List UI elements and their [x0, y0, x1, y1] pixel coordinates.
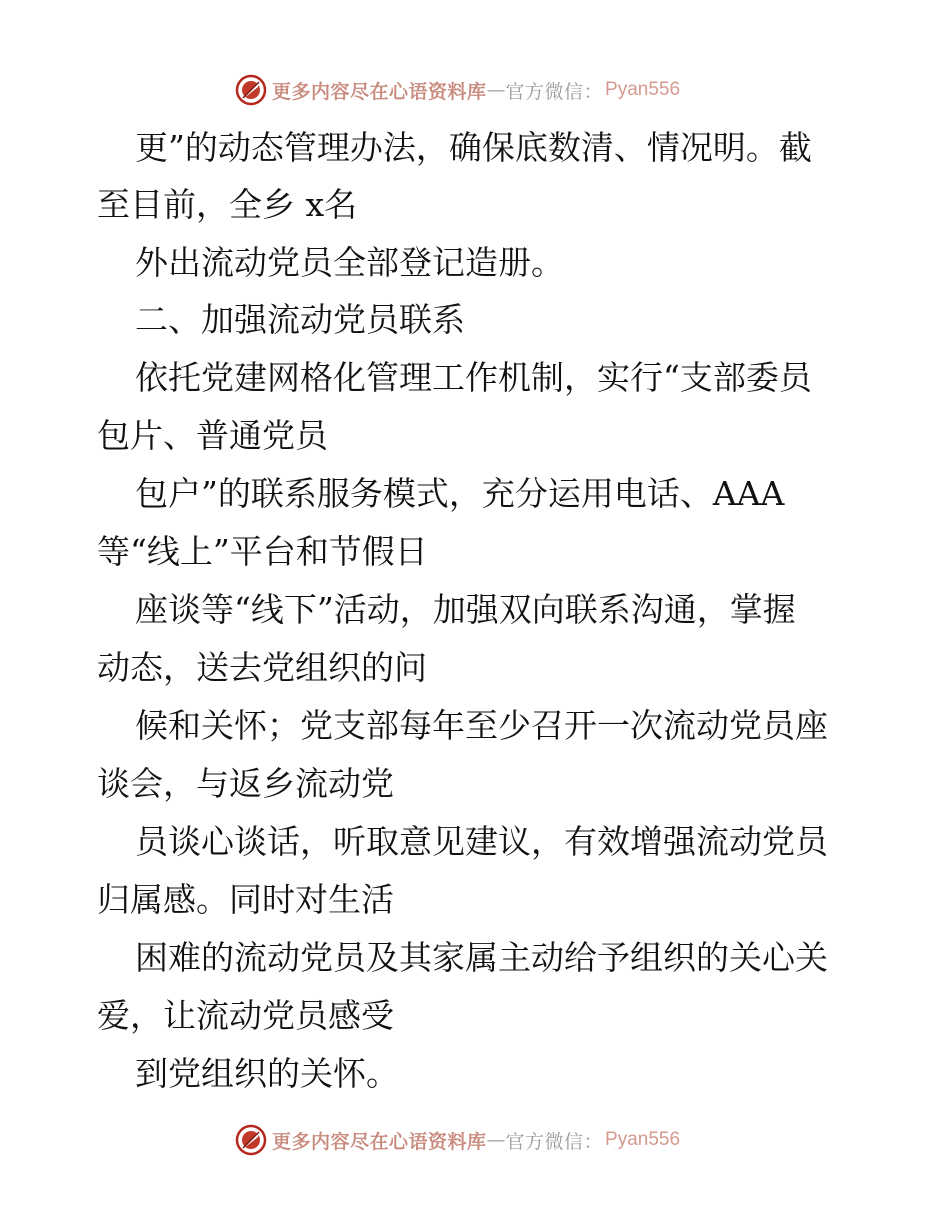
body-line-1: 更”的动态管理办法，确保底数清、情况明。截	[135, 128, 812, 167]
body-line-9: 座谈等“线下”活动，加强双向联系沟通，掌握	[135, 590, 796, 629]
body-line-8: 等“线上”平台和节假日	[97, 532, 428, 571]
body-line-7: 包户”的联系服务模式，充分运用电话、AAA	[135, 474, 785, 513]
red-quill-logo-icon	[234, 1123, 268, 1157]
body-line-13: 员谈心谈话，听取意见建议，有效增强流动党员	[135, 822, 828, 861]
body-line-6: 包片、普通党员	[97, 416, 328, 455]
watermark-main-text: 更多内容尽在心语资料库	[272, 80, 487, 103]
watermark-main-text: 更多内容尽在心语资料库	[272, 1130, 487, 1153]
watermark-official-label: 官方微信：	[505, 80, 604, 103]
body-line-14: 归属感。同时对生活	[97, 880, 394, 919]
body-line-12: 谈会，与返乡流动党	[97, 764, 394, 803]
body-line-2: 至目前，全乡 x名	[97, 185, 358, 224]
body-line-11: 候和关怀；党支部每年至少召开一次流动党员座	[135, 706, 828, 745]
watermark-wechat-id: Pyan556	[605, 1129, 681, 1150]
body-line-15: 困难的流动党员及其家属主动给予组织的关心关	[135, 938, 828, 977]
body-line-5: 依托党建网格化管理工作机制，实行“支部委员	[135, 358, 812, 397]
footer-watermark	[234, 1122, 680, 1158]
watermark-dash: —	[486, 79, 506, 101]
body-line-10: 动态，送去党组织的问	[97, 648, 427, 687]
watermark-dash: —	[486, 1129, 506, 1151]
body-line-3: 外出流动党员全部登记造册。	[135, 243, 564, 282]
section-heading: 二、加强流动党员联系	[135, 300, 465, 339]
watermark-official-label: 官方微信：	[505, 1130, 604, 1153]
body-line-17: 到党组织的关怀。	[135, 1054, 399, 1093]
watermark-wechat-id: Pyan556	[605, 79, 681, 100]
body-line-16: 爱，让流动党员感受	[97, 996, 394, 1035]
